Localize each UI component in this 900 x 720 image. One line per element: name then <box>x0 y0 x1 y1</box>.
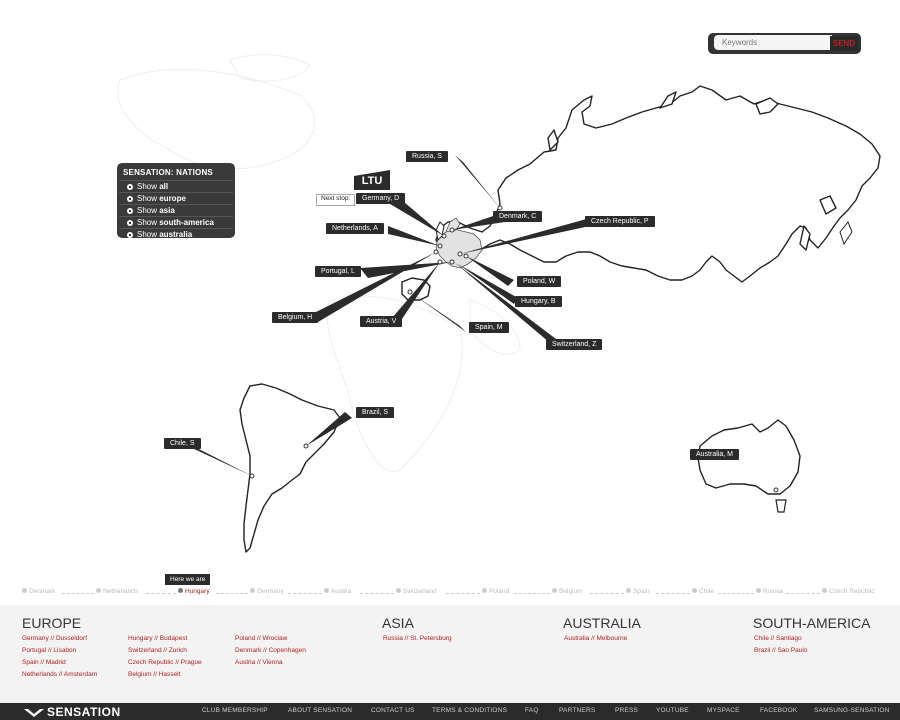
timeline-connector <box>656 593 690 594</box>
timeline-connector <box>590 593 624 594</box>
marker-portugal[interactable]: Portugal, L <box>315 266 361 277</box>
nav-myspace[interactable]: MYSPACE <box>707 707 740 714</box>
marker-austria[interactable]: Austria, V <box>360 316 402 327</box>
venue-link[interactable]: Spain // Madrid <box>22 659 66 666</box>
timeline-stop-label: Denmark <box>29 588 56 595</box>
south-america-outline <box>240 384 340 552</box>
filter-show-europe[interactable] <box>119 192 233 204</box>
timeline-dot-icon <box>178 588 183 593</box>
venue-link[interactable]: Poland // Wroclaw <box>235 635 288 642</box>
timeline-dot-icon <box>552 588 557 593</box>
sensation-logo[interactable] <box>24 704 121 720</box>
timeline-stop-austria[interactable] <box>324 588 351 595</box>
filter-show-asia[interactable] <box>119 204 233 216</box>
tour-timeline <box>0 588 900 600</box>
venue-link[interactable]: Australia // Melbourne <box>564 635 628 642</box>
timeline-dot-icon <box>396 588 401 593</box>
timeline-dot-icon <box>626 588 631 593</box>
nav-press[interactable]: PRESS <box>615 707 639 714</box>
ltu-badge: LTU <box>361 175 383 187</box>
timeline-stop-label: Belgium <box>559 588 583 595</box>
filter-value: all <box>159 182 169 191</box>
marker-chile[interactable]: Chile, S <box>164 438 201 449</box>
filter-prefix: Show <box>137 206 160 215</box>
venue-column <box>564 633 627 645</box>
venue-link[interactable]: Denmark // Copenhagen <box>235 647 306 654</box>
timeline-stop-label: Switzerland <box>403 588 437 595</box>
filter-show-australia[interactable] <box>119 228 233 240</box>
timeline-stop-netherlands[interactable] <box>96 588 138 595</box>
nav-youtube[interactable]: YOUTUBE <box>656 707 689 714</box>
venue-link[interactable]: Hungary // Budapest <box>128 635 188 642</box>
timeline-stop-poland[interactable] <box>482 588 509 595</box>
timeline-stop-label: Poland <box>489 588 510 595</box>
marker-poland[interactable]: Poland, W <box>517 276 561 287</box>
timeline-stop-switzerland[interactable] <box>396 588 437 595</box>
timeline-stop-spain[interactable] <box>626 588 650 595</box>
nav-about-sensation[interactable]: ABOUT SENSATION <box>288 707 353 714</box>
filter-prefix: Show <box>137 194 160 203</box>
timeline-stop-denmark[interactable] <box>22 588 55 595</box>
nav-terms-conditions[interactable]: TERMS & CONDITIONS <box>432 707 508 714</box>
marker-germany[interactable]: Germany, D <box>356 193 405 204</box>
here-we-are-tooltip: Here we are <box>165 574 210 585</box>
logo-mark-icon <box>24 708 44 718</box>
filter-value: australia <box>159 230 193 239</box>
timeline-stop-label: Spain <box>633 588 650 595</box>
timeline-dot-icon <box>482 588 487 593</box>
timeline-stop-germany[interactable] <box>250 588 284 595</box>
timeline-stop-label: Germany <box>257 588 284 595</box>
venue-link[interactable]: Czech Republic // Prague <box>128 659 202 666</box>
filter-show-south-america[interactable] <box>119 216 233 228</box>
nav-facebook[interactable]: FACEBOOK <box>760 707 798 714</box>
radio-icon <box>127 184 133 190</box>
timeline-dot-icon <box>250 588 255 593</box>
venues-footer <box>0 605 900 703</box>
timeline-connector <box>288 593 322 594</box>
timeline-stop-label: Hungary <box>185 588 210 595</box>
radio-icon <box>127 220 133 226</box>
timeline-dot-icon <box>96 588 101 593</box>
marker-belgium[interactable]: Belgium, H <box>272 312 318 323</box>
search-input[interactable] <box>714 35 832 50</box>
timeline-stop-label: Russia <box>763 588 783 595</box>
filter-prefix: Show <box>137 218 160 227</box>
venue-column <box>754 633 807 657</box>
logo-text: SENSATION <box>47 705 121 719</box>
nav-samsung-sensation[interactable]: SAMSUNG-SENSATION <box>814 707 890 714</box>
filter-value: south-america <box>159 218 214 227</box>
timeline-connector <box>786 593 820 594</box>
nav-faq[interactable]: FAQ <box>525 707 539 714</box>
venue-column <box>383 633 452 645</box>
timeline-connector <box>446 593 480 594</box>
timeline-connector <box>146 593 176 594</box>
venue-column <box>235 633 306 669</box>
nav-partners[interactable]: PARTNERS <box>559 707 596 714</box>
marker-brazil[interactable]: Brazil, S <box>356 407 394 418</box>
timeline-stop-chile[interactable] <box>692 588 714 595</box>
nav-contact-us[interactable]: CONTACT US <box>371 707 415 714</box>
marker-netherlands[interactable]: Netherlands, A <box>326 223 384 234</box>
search-submit-button[interactable]: SEND <box>830 36 858 51</box>
timeline-connector <box>62 593 94 594</box>
marker-switzerland[interactable]: Switzerland, Z <box>546 339 602 350</box>
radio-icon <box>127 232 133 238</box>
timeline-dot-icon <box>22 588 27 593</box>
filter-value: asia <box>159 206 175 215</box>
venue-column <box>128 633 202 681</box>
marker-denmark[interactable]: Denmark, C <box>493 211 542 222</box>
timeline-stop-hungary[interactable] <box>178 588 210 595</box>
venue-link[interactable]: Switzerland // Zurich <box>128 647 187 654</box>
timeline-stop-label: Chile <box>699 588 714 595</box>
timeline-stop-label: Austria <box>331 588 352 595</box>
timeline-stop-label: Czech Republic <box>829 588 875 595</box>
venue-link[interactable]: Chile // Santiago <box>754 635 802 642</box>
timeline-stop-czech-republic[interactable] <box>822 588 875 595</box>
radio-icon <box>127 196 133 202</box>
marker-russia[interactable]: Russia, S <box>406 151 448 162</box>
timeline-dot-icon <box>756 588 761 593</box>
marker-australia[interactable]: Australia, M <box>690 449 739 460</box>
nav-club-membership[interactable]: CLUB MEMBERSHIP <box>202 707 268 714</box>
radio-icon <box>127 208 133 214</box>
region-title: EUROPE <box>22 615 82 631</box>
timeline-stop-russia[interactable] <box>756 588 783 595</box>
region-title: ASIA <box>382 615 414 631</box>
venue-link[interactable]: Russia // St. Petersburg <box>383 635 452 642</box>
marker-czech-republic[interactable]: Czech Republic, P <box>585 216 655 227</box>
venue-link[interactable]: Austria // Vienna <box>235 659 283 666</box>
timeline-stop-label: Netherlands <box>103 588 139 595</box>
venue-link[interactable]: Brazil // Sao Paulo <box>754 647 808 654</box>
filter-show-all[interactable] <box>119 180 233 192</box>
eurasia-outline <box>436 86 880 282</box>
nations-panel-title: SENSATION: NATIONS <box>123 168 213 177</box>
filter-prefix: Show <box>137 230 160 239</box>
timeline-dot-icon <box>324 588 329 593</box>
next-stop-label: Next stop: <box>316 194 355 206</box>
marker-hungary[interactable]: Hungary, B <box>515 296 562 307</box>
venue-link[interactable]: Portugal // Lisabon <box>22 647 77 654</box>
region-title: SOUTH-AMERICA <box>753 615 871 631</box>
timeline-connector <box>360 593 394 594</box>
filter-value: europe <box>159 194 186 203</box>
timeline-connector <box>216 593 248 594</box>
venue-link[interactable]: Germany // Dusseldorf <box>22 635 88 642</box>
venue-link[interactable]: Belgium // Hasselt <box>128 671 181 678</box>
region-title: AUSTRALIA <box>563 615 641 631</box>
nations-filter-panel <box>117 163 235 238</box>
timeline-connector <box>514 593 550 594</box>
timeline-stop-belgium[interactable] <box>552 588 582 595</box>
venue-link[interactable]: Netherlands // Amsterdam <box>22 671 98 678</box>
timeline-dot-icon <box>822 588 827 593</box>
venue-column <box>22 633 97 681</box>
timeline-connector <box>718 593 754 594</box>
filter-prefix: Show <box>137 182 160 191</box>
timeline-dot-icon <box>692 588 697 593</box>
bottom-nav-bar <box>0 703 900 720</box>
search-box <box>708 33 861 54</box>
marker-spain[interactable]: Spain, M <box>469 322 509 333</box>
